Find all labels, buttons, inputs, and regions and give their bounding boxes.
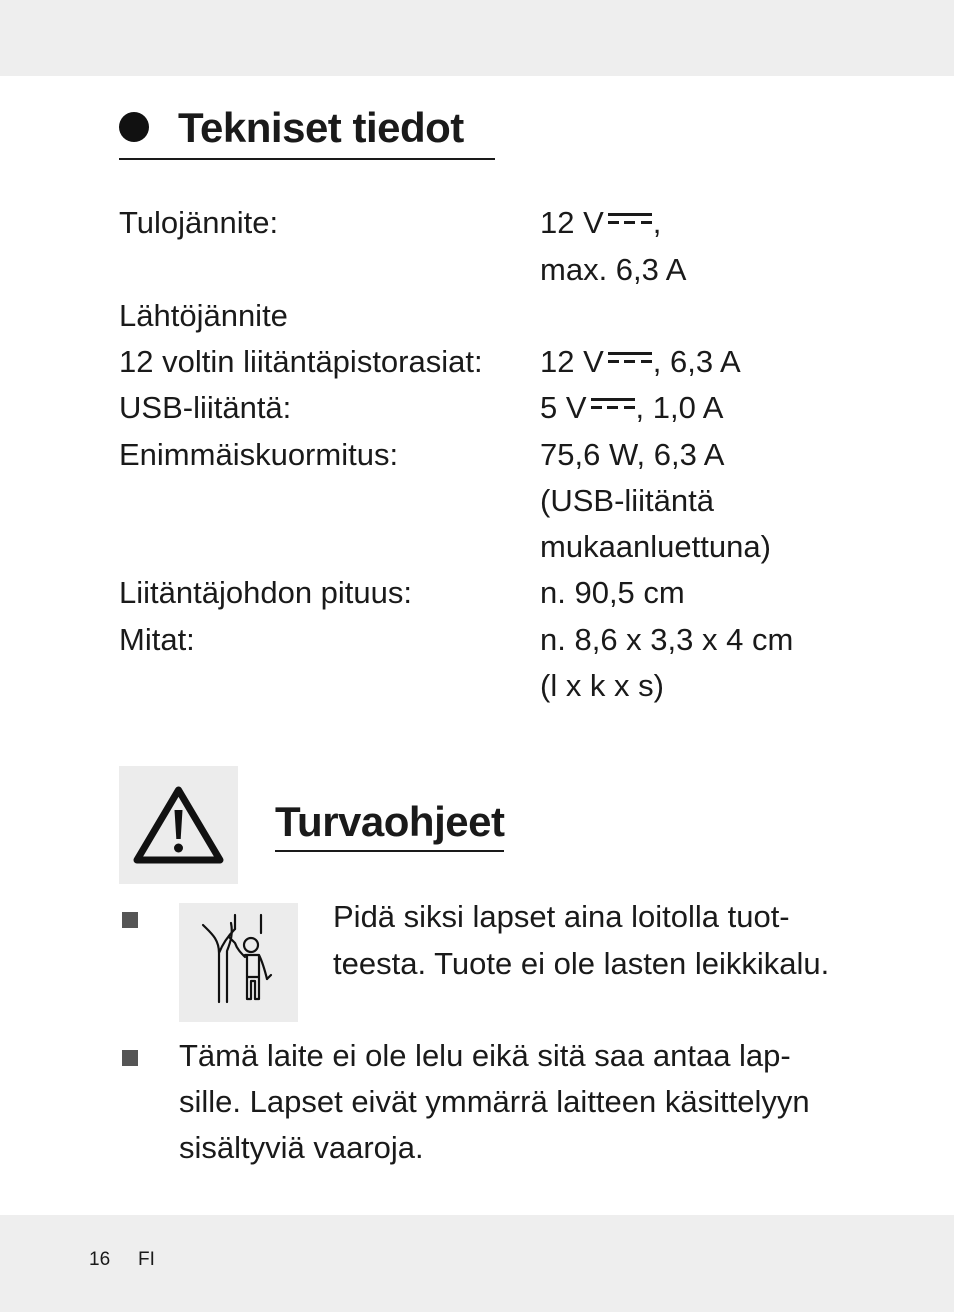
spec-value-text: 12 V [540, 344, 604, 379]
safety-item-1-line: teesta. Tuote ei ole lasten leikkikalu. [333, 946, 830, 981]
spec-value-input [540, 200, 661, 246]
spec-value-socket [540, 339, 741, 385]
spec-value-load: 75,6 W, 6,3 A [540, 437, 725, 472]
spec-value-dims-order: (l x k x s) [540, 668, 664, 703]
warning-triangle-icon [119, 766, 238, 884]
square-bullet-icon [122, 912, 138, 928]
top-band [0, 0, 954, 76]
spec-value-text: , [652, 205, 662, 240]
spec-value-text: , 6,3 A [652, 344, 741, 379]
square-bullet-icon [122, 1050, 138, 1066]
spec-value-load-note: (USB-liitäntä [540, 483, 714, 518]
safety-item-1-line: Pidä siksi lapset aina loitolla tuot- [333, 899, 790, 934]
spec-value-text: 5 V [540, 390, 587, 425]
section-heading-technical-data [119, 100, 495, 160]
spec-label-usb: USB-liitäntä: [119, 390, 292, 425]
spec-label-load: Enimmäiskuormitus: [119, 437, 399, 472]
spec-heading-output: Lähtöjännite [119, 298, 288, 333]
spec-label-socket: 12 voltin liitäntäpistorasiat: [119, 344, 483, 379]
spec-value-cable: n. 90,5 cm [540, 575, 685, 610]
section-title-safety: Turvaohjeet [275, 796, 504, 852]
dc-current-icon [591, 398, 635, 412]
spec-label-dims: Mitat: [119, 622, 195, 657]
safety-item-2-line: Tämä laite ei ole lelu eikä sitä saa antaa lap- [179, 1038, 791, 1073]
child-danger-icon [179, 903, 298, 1022]
spec-label-cable: Liitäntäjohdon pituus: [119, 575, 413, 610]
spec-value-usb [540, 385, 723, 431]
language-code: FI [138, 1249, 155, 1270]
spec-label-input: Tulojännite: [119, 205, 279, 240]
page-number: 16 [89, 1249, 111, 1270]
safety-item-2-line: sille. Lapset eivät ymmärrä laitteen käsittelyyn [179, 1084, 810, 1119]
section-title: Tekniset tiedot [178, 104, 464, 151]
spec-value-input-max: max. 6,3 A [540, 252, 687, 287]
round-bullet-icon [119, 112, 149, 142]
dc-current-icon [608, 213, 652, 227]
spec-value-load-note: mukaanluettuna) [540, 529, 771, 564]
spec-value-dims: n. 8,6 x 3,3 x 4 cm [540, 622, 794, 657]
dc-current-icon [608, 352, 652, 366]
spec-value-text: , 1,0 A [635, 390, 724, 425]
spec-value-text: 12 V [540, 205, 604, 240]
safety-item-2-line: sisältyviä vaaroja. [179, 1130, 424, 1165]
